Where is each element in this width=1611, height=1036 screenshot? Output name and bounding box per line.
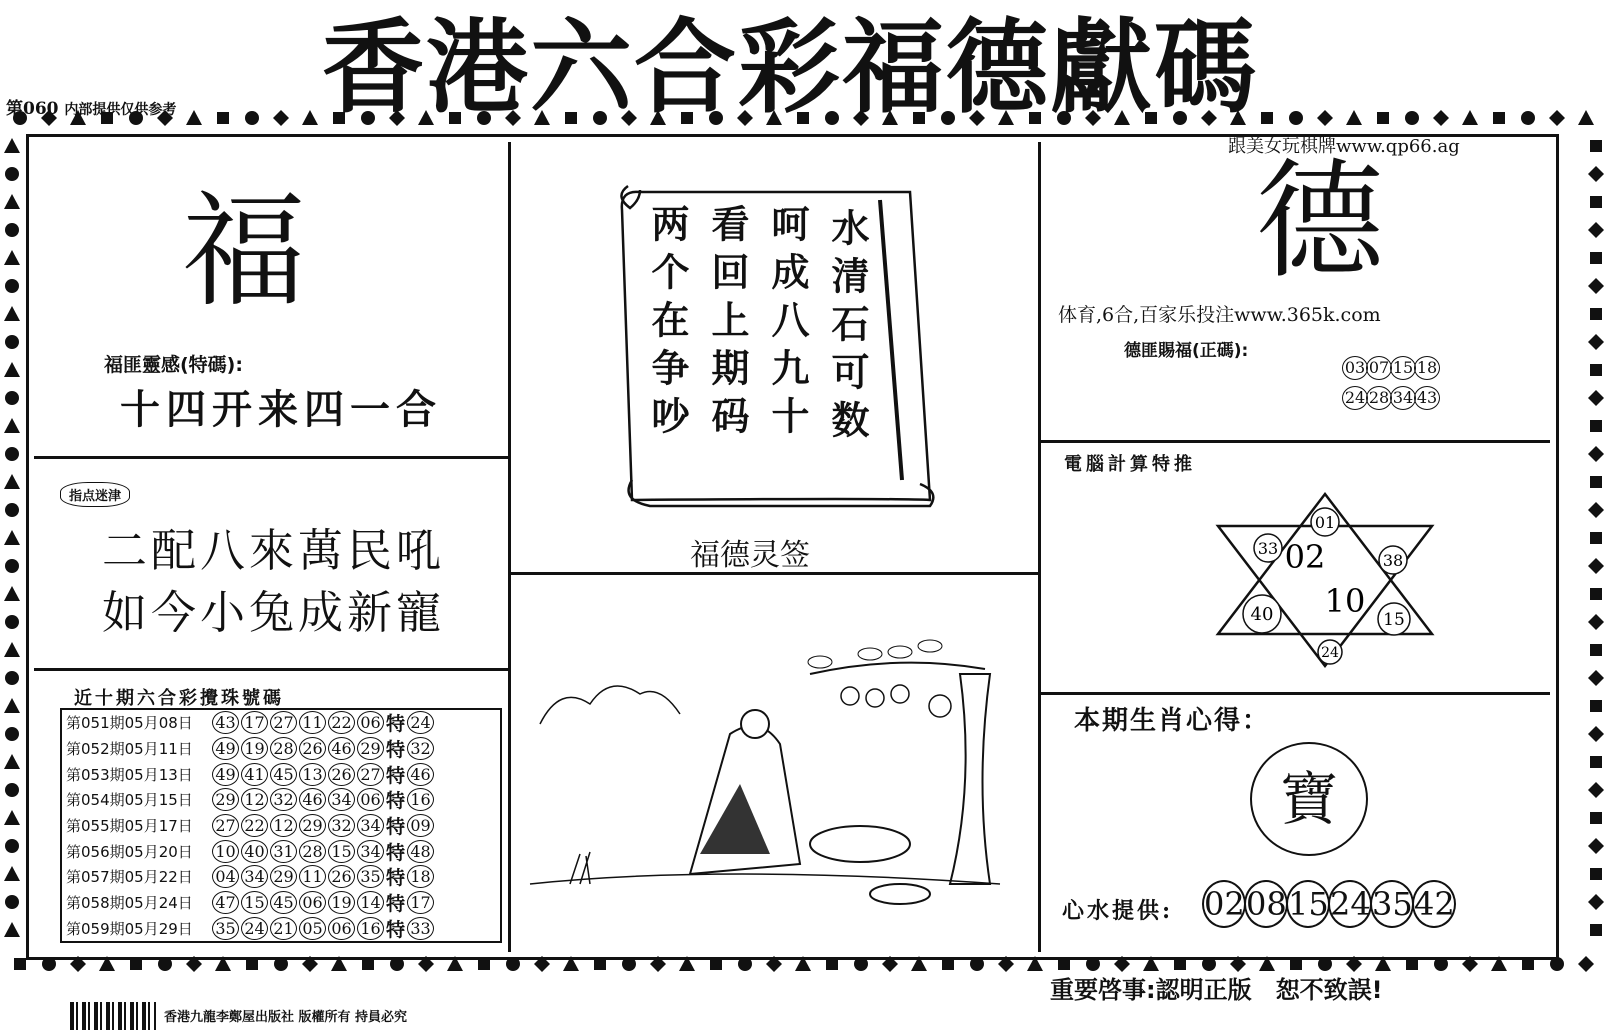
issue-notice: 内部提供仅供参考	[64, 102, 177, 118]
footer-publisher: 香港九龍李鄭屋出版社 版權所有 持員必究	[164, 1010, 408, 1025]
history-special-ball: 09	[407, 814, 434, 837]
xinshui-number: 08	[1244, 880, 1288, 928]
hint-badge: 指点迷津	[60, 482, 130, 507]
border-ornament	[1588, 278, 1604, 294]
history-ball: 06	[357, 788, 384, 811]
history-row	[62, 864, 500, 890]
history-row	[62, 761, 500, 787]
history-ball: 24	[241, 917, 268, 940]
border-ornament	[1590, 756, 1602, 768]
history-ball: 16	[357, 917, 384, 940]
history-ball: 26	[328, 865, 355, 888]
history-row	[62, 787, 500, 813]
history-ball: 29	[357, 737, 384, 760]
special-label: 特	[386, 764, 406, 787]
border-ornament	[1590, 812, 1602, 824]
history-date: 第059期05月29日	[66, 919, 193, 938]
border-ornament	[5, 671, 19, 685]
history-ball: 34	[357, 814, 384, 837]
xinshui-number: 24	[1328, 880, 1372, 928]
de-number: 15	[1390, 356, 1416, 380]
border-ornament	[5, 279, 19, 293]
special-label: 特	[386, 867, 406, 890]
special-label: 特	[386, 816, 406, 839]
border-ornament	[1588, 222, 1604, 238]
border-ornament	[1462, 110, 1478, 125]
border-ornament	[4, 530, 20, 545]
border-ornament	[5, 895, 19, 909]
xinshui-number: 02	[1202, 880, 1246, 928]
history-ball: 28	[270, 737, 297, 760]
border-ornament	[5, 615, 19, 629]
de-character: 德	[1256, 147, 1385, 296]
star-num-top: 01	[1314, 513, 1336, 532]
border-ornament	[4, 586, 20, 601]
history-special-ball: 32	[407, 737, 434, 760]
history-ball: 21	[270, 917, 297, 940]
scroll-caption: 福德灵签	[690, 538, 810, 573]
history-ball: 43	[212, 711, 239, 734]
history-panel	[34, 670, 511, 952]
history-ball: 46	[328, 737, 355, 760]
page-title: 香港六合彩福德獻碼	[322, 9, 1258, 128]
border-ornament	[1588, 894, 1604, 910]
zodiac-circle	[1250, 742, 1368, 856]
fu-label: 福匪靈感(特碼):	[104, 354, 243, 376]
border-ornament	[5, 727, 19, 741]
border-ornament	[4, 474, 20, 489]
history-ball: 40	[241, 840, 268, 863]
history-date: 第058期05月24日	[66, 894, 193, 913]
border-ornament	[1588, 166, 1604, 182]
hint-line-2: 如今小兔成新寵	[102, 586, 446, 639]
border-ornament	[14, 958, 26, 970]
border-ornament	[1590, 420, 1602, 432]
barcode	[70, 1002, 156, 1030]
border-ornament	[1588, 558, 1604, 574]
history-ball: 19	[328, 891, 355, 914]
star-num-center-1: 02	[1284, 538, 1326, 576]
history-special-ball: 48	[407, 840, 434, 863]
history-special-ball: 16	[407, 788, 434, 811]
history-ball: 13	[299, 763, 326, 786]
border-ornament	[4, 138, 20, 153]
border-ornament	[1588, 614, 1604, 630]
border-ornament	[1590, 252, 1602, 264]
history-ball: 06	[357, 711, 384, 734]
de-numbers-row-2	[1342, 386, 1438, 410]
history-special-ball: 24	[407, 711, 434, 734]
border-ornament	[1578, 110, 1594, 125]
history-ball: 27	[270, 711, 297, 734]
border-ornament	[1588, 390, 1604, 406]
xinshui-number: 42	[1412, 880, 1456, 928]
history-ball: 11	[299, 711, 326, 734]
border-ornament	[1590, 196, 1602, 208]
history-ball: 49	[212, 737, 239, 760]
history-ball: 12	[241, 788, 268, 811]
border-ornament	[1590, 308, 1602, 320]
fu-character: 福	[182, 180, 307, 324]
history-ball: 29	[212, 788, 239, 811]
history-ball: 11	[299, 865, 326, 888]
history-ball: 41	[241, 763, 268, 786]
poem-column-4: 两个在争吵	[645, 204, 690, 444]
border-ornament	[5, 503, 19, 517]
history-ball: 28	[299, 840, 326, 863]
star-num-lower-left: 40	[1250, 604, 1274, 625]
history-ball: 29	[299, 814, 326, 837]
history-ball: 45	[270, 891, 297, 914]
border-ornament	[4, 250, 20, 265]
history-ball: 29	[270, 865, 297, 888]
history-ball: 22	[328, 711, 355, 734]
border-ornament	[1588, 446, 1604, 462]
special-label: 特	[386, 713, 406, 736]
hint-panel	[34, 458, 511, 671]
history-date: 第056期05月20日	[66, 842, 193, 861]
history-ball: 17	[241, 711, 268, 734]
history-ball: 35	[212, 917, 239, 940]
border-ornament	[4, 754, 20, 769]
border-ornament	[1590, 700, 1602, 712]
sage-illustration	[520, 584, 1020, 944]
history-date: 第053期05月13日	[66, 765, 193, 784]
history-ball: 12	[270, 814, 297, 837]
history-ball: 26	[328, 763, 355, 786]
xinshui-numbers	[1202, 880, 1454, 928]
history-ball: 49	[212, 763, 239, 786]
border-ornament	[5, 559, 19, 573]
border-ornament	[1588, 502, 1604, 518]
history-special-ball: 33	[407, 917, 434, 940]
issue-label: 第060	[6, 99, 59, 119]
special-label: 特	[386, 918, 406, 941]
zodiac-panel	[1040, 694, 1550, 952]
history-ball: 14	[357, 891, 384, 914]
de-panel	[1040, 124, 1550, 443]
history-date: 第055期05月17日	[66, 817, 193, 836]
de-numbers	[1342, 356, 1438, 410]
history-date: 第057期05月22日	[66, 868, 193, 887]
star-num-lower-right: 15	[1383, 610, 1405, 630]
border-ornament	[4, 810, 20, 825]
border-ornament	[5, 783, 19, 797]
star-num-upper-left: 33	[1257, 539, 1279, 558]
fu-phrase: 十四开来四一合	[120, 386, 442, 433]
border-ornament	[1588, 782, 1604, 798]
zodiac-character: 寶	[1279, 765, 1338, 833]
border-ornament	[4, 194, 20, 209]
border-ornament	[4, 362, 20, 377]
border-ornament	[4, 866, 20, 881]
illustration-panel	[510, 574, 1041, 952]
border-ornament	[1590, 532, 1602, 544]
border-ornament	[5, 391, 19, 405]
history-ball: 27	[357, 763, 384, 786]
history-ball: 19	[241, 737, 268, 760]
history-row	[62, 916, 500, 942]
ad-mid-text: 体育,6合,百家乐投注www.365k.com	[1058, 304, 1381, 326]
de-number: 28	[1366, 386, 1392, 410]
border-ornament	[5, 223, 19, 237]
history-ball: 34	[328, 788, 355, 811]
history-ball: 45	[270, 763, 297, 786]
history-ball: 15	[328, 840, 355, 863]
zodiac-title: 本期生肖心得：	[1074, 706, 1271, 736]
border-ornament	[1588, 334, 1604, 350]
star-diagram	[1210, 486, 1440, 676]
border-ornament	[1590, 140, 1602, 152]
fu-panel	[34, 142, 511, 459]
special-label: 特	[386, 893, 406, 916]
xinshui-number: 15	[1286, 880, 1330, 928]
border-ornament	[5, 335, 19, 349]
de-number: 24	[1342, 386, 1368, 410]
history-row	[62, 838, 500, 864]
border-ornament	[4, 642, 20, 657]
star-num-upper-right: 38	[1382, 551, 1404, 570]
history-ball: 26	[299, 737, 326, 760]
scroll-panel	[510, 142, 1041, 575]
special-label: 特	[386, 841, 406, 864]
border-ornament	[1588, 670, 1604, 686]
history-date: 第054期05月15日	[66, 791, 193, 810]
hint-line-1: 二配八來萬民吼	[102, 524, 446, 577]
computer-panel	[1040, 442, 1550, 695]
border-ornament	[1590, 476, 1602, 488]
border-ornament	[1493, 112, 1505, 124]
de-number: 34	[1390, 386, 1416, 410]
border-ornament	[1590, 588, 1602, 600]
border-ornament	[1549, 110, 1565, 126]
issue-number	[6, 94, 176, 119]
history-ball: 06	[299, 891, 326, 914]
history-ball: 46	[299, 788, 326, 811]
history-special-ball: 17	[407, 891, 434, 914]
poem-column-1: 水清石可数	[825, 208, 870, 448]
history-row	[62, 890, 500, 916]
history-ball: 47	[212, 891, 239, 914]
history-table	[60, 708, 502, 943]
computer-title: 電腦計算特推	[1064, 454, 1196, 475]
history-date: 第051期05月08日	[66, 714, 193, 733]
special-label: 特	[386, 739, 406, 762]
history-special-ball: 46	[407, 763, 434, 786]
border-ornament	[5, 447, 19, 461]
history-row	[62, 710, 500, 736]
xinshui-label: 心水提供:	[1062, 898, 1174, 924]
history-ball: 15	[241, 891, 268, 914]
history-special-ball: 18	[407, 865, 434, 888]
history-row	[62, 813, 500, 839]
star-num-center-2: 10	[1324, 582, 1366, 620]
history-ball: 05	[299, 917, 326, 940]
de-numbers-row-1	[1342, 356, 1438, 380]
history-ball: 27	[212, 814, 239, 837]
footer-notice: 重要啓事:認明正版 恕不致誤!	[1050, 976, 1383, 1004]
history-ball: 34	[357, 840, 384, 863]
border-ornament	[1578, 956, 1594, 972]
border-ornament	[5, 167, 19, 181]
history-ball: 04	[212, 865, 239, 888]
border-ornament	[1588, 726, 1604, 742]
history-ball: 35	[357, 865, 384, 888]
history-ball: 32	[270, 788, 297, 811]
border-ornament	[1588, 838, 1604, 854]
border-ornament	[4, 922, 20, 937]
border-ornament	[4, 418, 20, 433]
special-label: 特	[386, 790, 406, 813]
star-num-bottom: 24	[1321, 645, 1339, 661]
border-ornament	[4, 306, 20, 321]
de-label: 德匪賜福(正碼):	[1124, 341, 1249, 361]
border-ornament	[1590, 924, 1602, 936]
border-ornament	[1590, 868, 1602, 880]
border-ornament	[4, 698, 20, 713]
history-ball: 22	[241, 814, 268, 837]
border-ornament	[1521, 111, 1535, 125]
poem-column-3: 看回上期码	[705, 204, 750, 444]
border-ornament	[1590, 364, 1602, 376]
de-number: 18	[1414, 356, 1440, 380]
history-date: 第052期05月11日	[66, 740, 193, 759]
poem-column-2: 呵成八九十	[765, 204, 810, 444]
history-title: 近十期六合彩攪珠號碼	[74, 688, 284, 709]
border-ornament	[1590, 644, 1602, 656]
history-row	[62, 736, 500, 762]
history-ball: 31	[270, 840, 297, 863]
history-ball: 10	[212, 840, 239, 863]
xinshui-number: 35	[1370, 880, 1414, 928]
border-ornament	[5, 839, 19, 853]
history-ball: 34	[241, 865, 268, 888]
ad-top-text: 跟美女玩棋牌www.qp66.ag	[1228, 136, 1460, 157]
border-ornament	[1405, 111, 1419, 125]
history-ball: 32	[328, 814, 355, 837]
history-ball: 06	[328, 917, 355, 940]
de-number: 03	[1342, 356, 1368, 380]
de-number: 07	[1366, 356, 1392, 380]
de-number: 43	[1414, 386, 1440, 410]
